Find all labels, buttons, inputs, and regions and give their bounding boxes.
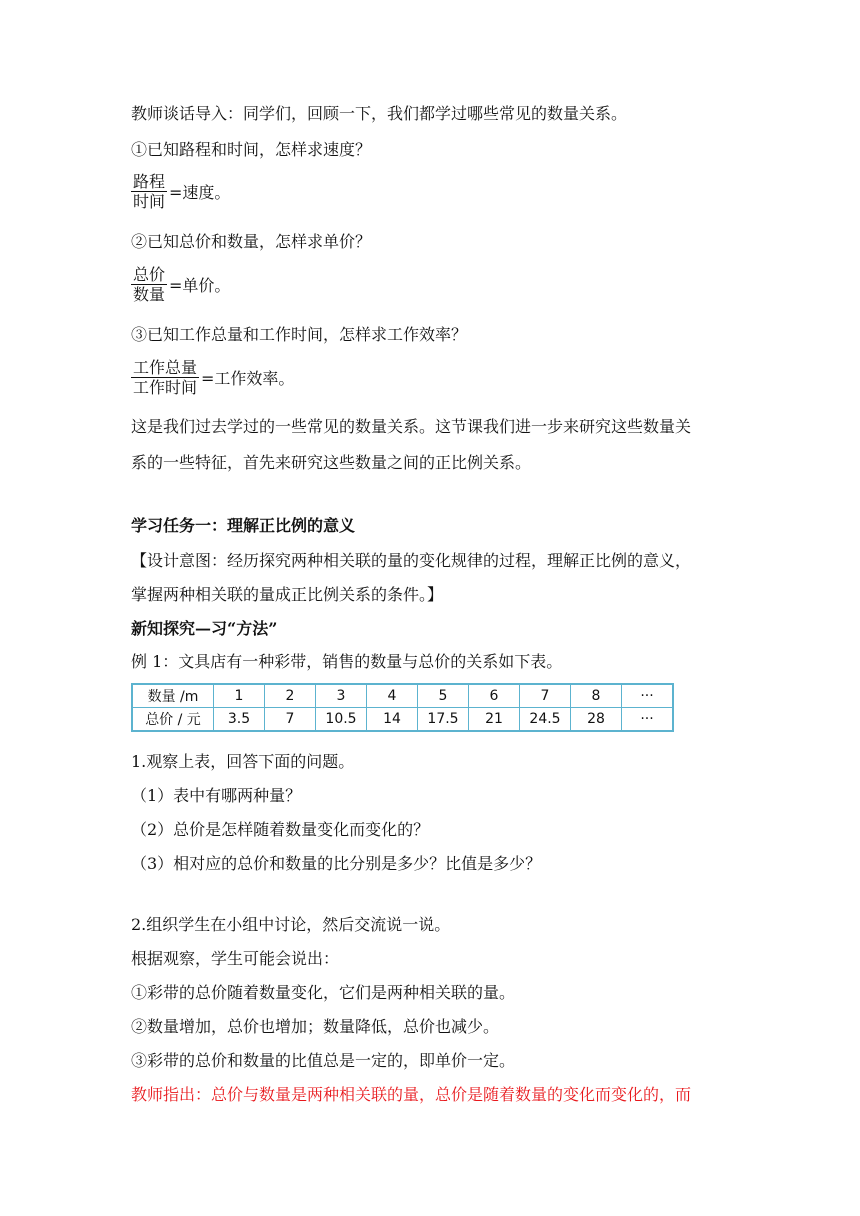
ribbon-price-table bbox=[131, 683, 674, 732]
fraction bbox=[131, 265, 167, 304]
table-cell: 4 bbox=[367, 684, 418, 708]
table-row-quantity bbox=[132, 684, 673, 708]
formula-result: =单价。 bbox=[169, 276, 231, 295]
table-cell: 数量 /m bbox=[132, 684, 214, 708]
table-cell: 2 bbox=[265, 684, 316, 708]
table-cell: 3 bbox=[316, 684, 367, 708]
denominator: 时间 bbox=[133, 192, 166, 211]
table-cell: 7 bbox=[265, 708, 316, 732]
table-cell: 17.5 bbox=[418, 708, 469, 732]
table-cell: 7 bbox=[520, 684, 571, 708]
student-answer: ①彩带的总价随着数量变化，它们是两种相关联的量。 bbox=[131, 983, 516, 1002]
table-cell: 1 bbox=[214, 684, 265, 708]
table-cell: ··· bbox=[622, 684, 674, 708]
formula-result: =速度。 bbox=[169, 183, 231, 202]
table-cell: 5 bbox=[418, 684, 469, 708]
observe-question: （1）表中有哪两种量？ bbox=[131, 786, 302, 805]
student-answer: ③彩带的总价和数量的比值总是一定的，即单价一定。 bbox=[131, 1051, 516, 1070]
observe-question: （3）相对应的总价和数量的比分别是多少？比值是多少？ bbox=[131, 854, 542, 873]
table-cell: 总价 / 元 bbox=[132, 708, 214, 732]
table-cell: 24.5 bbox=[520, 708, 571, 732]
table-cell: 8 bbox=[571, 684, 622, 708]
numerator: 总价 bbox=[133, 265, 166, 284]
design-intent-line: 掌握两种相关联的量成正比例关系的条件。】 bbox=[131, 585, 444, 604]
question-unit-price: ②已知总价和数量，怎样求单价？ bbox=[131, 232, 372, 251]
intro-text: 教师谈话导入：同学们，回顾一下，我们都学过哪些常见的数量关系。 bbox=[131, 104, 628, 123]
table-cell: 14 bbox=[367, 708, 418, 732]
table-cell: 21 bbox=[469, 708, 520, 732]
formula-result: =工作效率。 bbox=[201, 369, 295, 388]
fraction bbox=[131, 172, 167, 211]
denominator: 工作时间 bbox=[133, 378, 198, 397]
paragraph-line: 这是我们过去学过的一些常见的数量关系。这节课我们进一步来研究这些数量关 bbox=[131, 417, 692, 436]
formula-efficiency bbox=[131, 358, 294, 397]
task-heading: 学习任务一：理解正比例的意义 bbox=[131, 516, 356, 535]
fraction bbox=[131, 358, 199, 397]
table-cell: 28 bbox=[571, 708, 622, 732]
teacher-note: 教师指出：总价与数量是两种相关联的量，总价是随着数量的变化而变化的，而 bbox=[131, 1085, 692, 1104]
table-cell: 3.5 bbox=[214, 708, 265, 732]
paragraph-line: 系的一些特征，首先来研究这些数量之间的正比例关系。 bbox=[131, 453, 532, 472]
numerator: 路程 bbox=[133, 172, 166, 191]
formula-speed bbox=[131, 172, 230, 211]
formula-unit-price bbox=[131, 265, 230, 304]
numerator: 工作总量 bbox=[133, 358, 198, 377]
design-intent-line: 【设计意图：经历探究两种相关联的量的变化规律的过程，理解正比例的意义， bbox=[131, 551, 692, 570]
denominator: 数量 bbox=[133, 285, 166, 304]
explore-heading: 新知探究—习“方法” bbox=[131, 619, 278, 638]
discuss-instruction: 2.组织学生在小组中讨论，然后交流说一说。 bbox=[131, 915, 451, 934]
student-answer: ②数量增加，总价也增加；数量降低，总价也减少。 bbox=[131, 1017, 500, 1036]
table-cell: ··· bbox=[622, 708, 674, 732]
question-efficiency: ③已知工作总量和工作时间，怎样求工作效率？ bbox=[131, 325, 468, 344]
table-cell: 10.5 bbox=[316, 708, 367, 732]
example-text: 例 1：文具店有一种彩带，销售的数量与总价的关系如下表。 bbox=[131, 652, 563, 671]
table-cell: 6 bbox=[469, 684, 520, 708]
student-answer-intro: 根据观察，学生可能会说出： bbox=[131, 949, 340, 968]
observe-question: （2）总价是怎样随着数量变化而变化的？ bbox=[131, 820, 430, 839]
table-row-total-price bbox=[132, 708, 673, 732]
question-speed: ①已知路程和时间，怎样求速度？ bbox=[131, 140, 372, 159]
observe-instruction: 1.观察上表，回答下面的问题。 bbox=[131, 752, 355, 771]
